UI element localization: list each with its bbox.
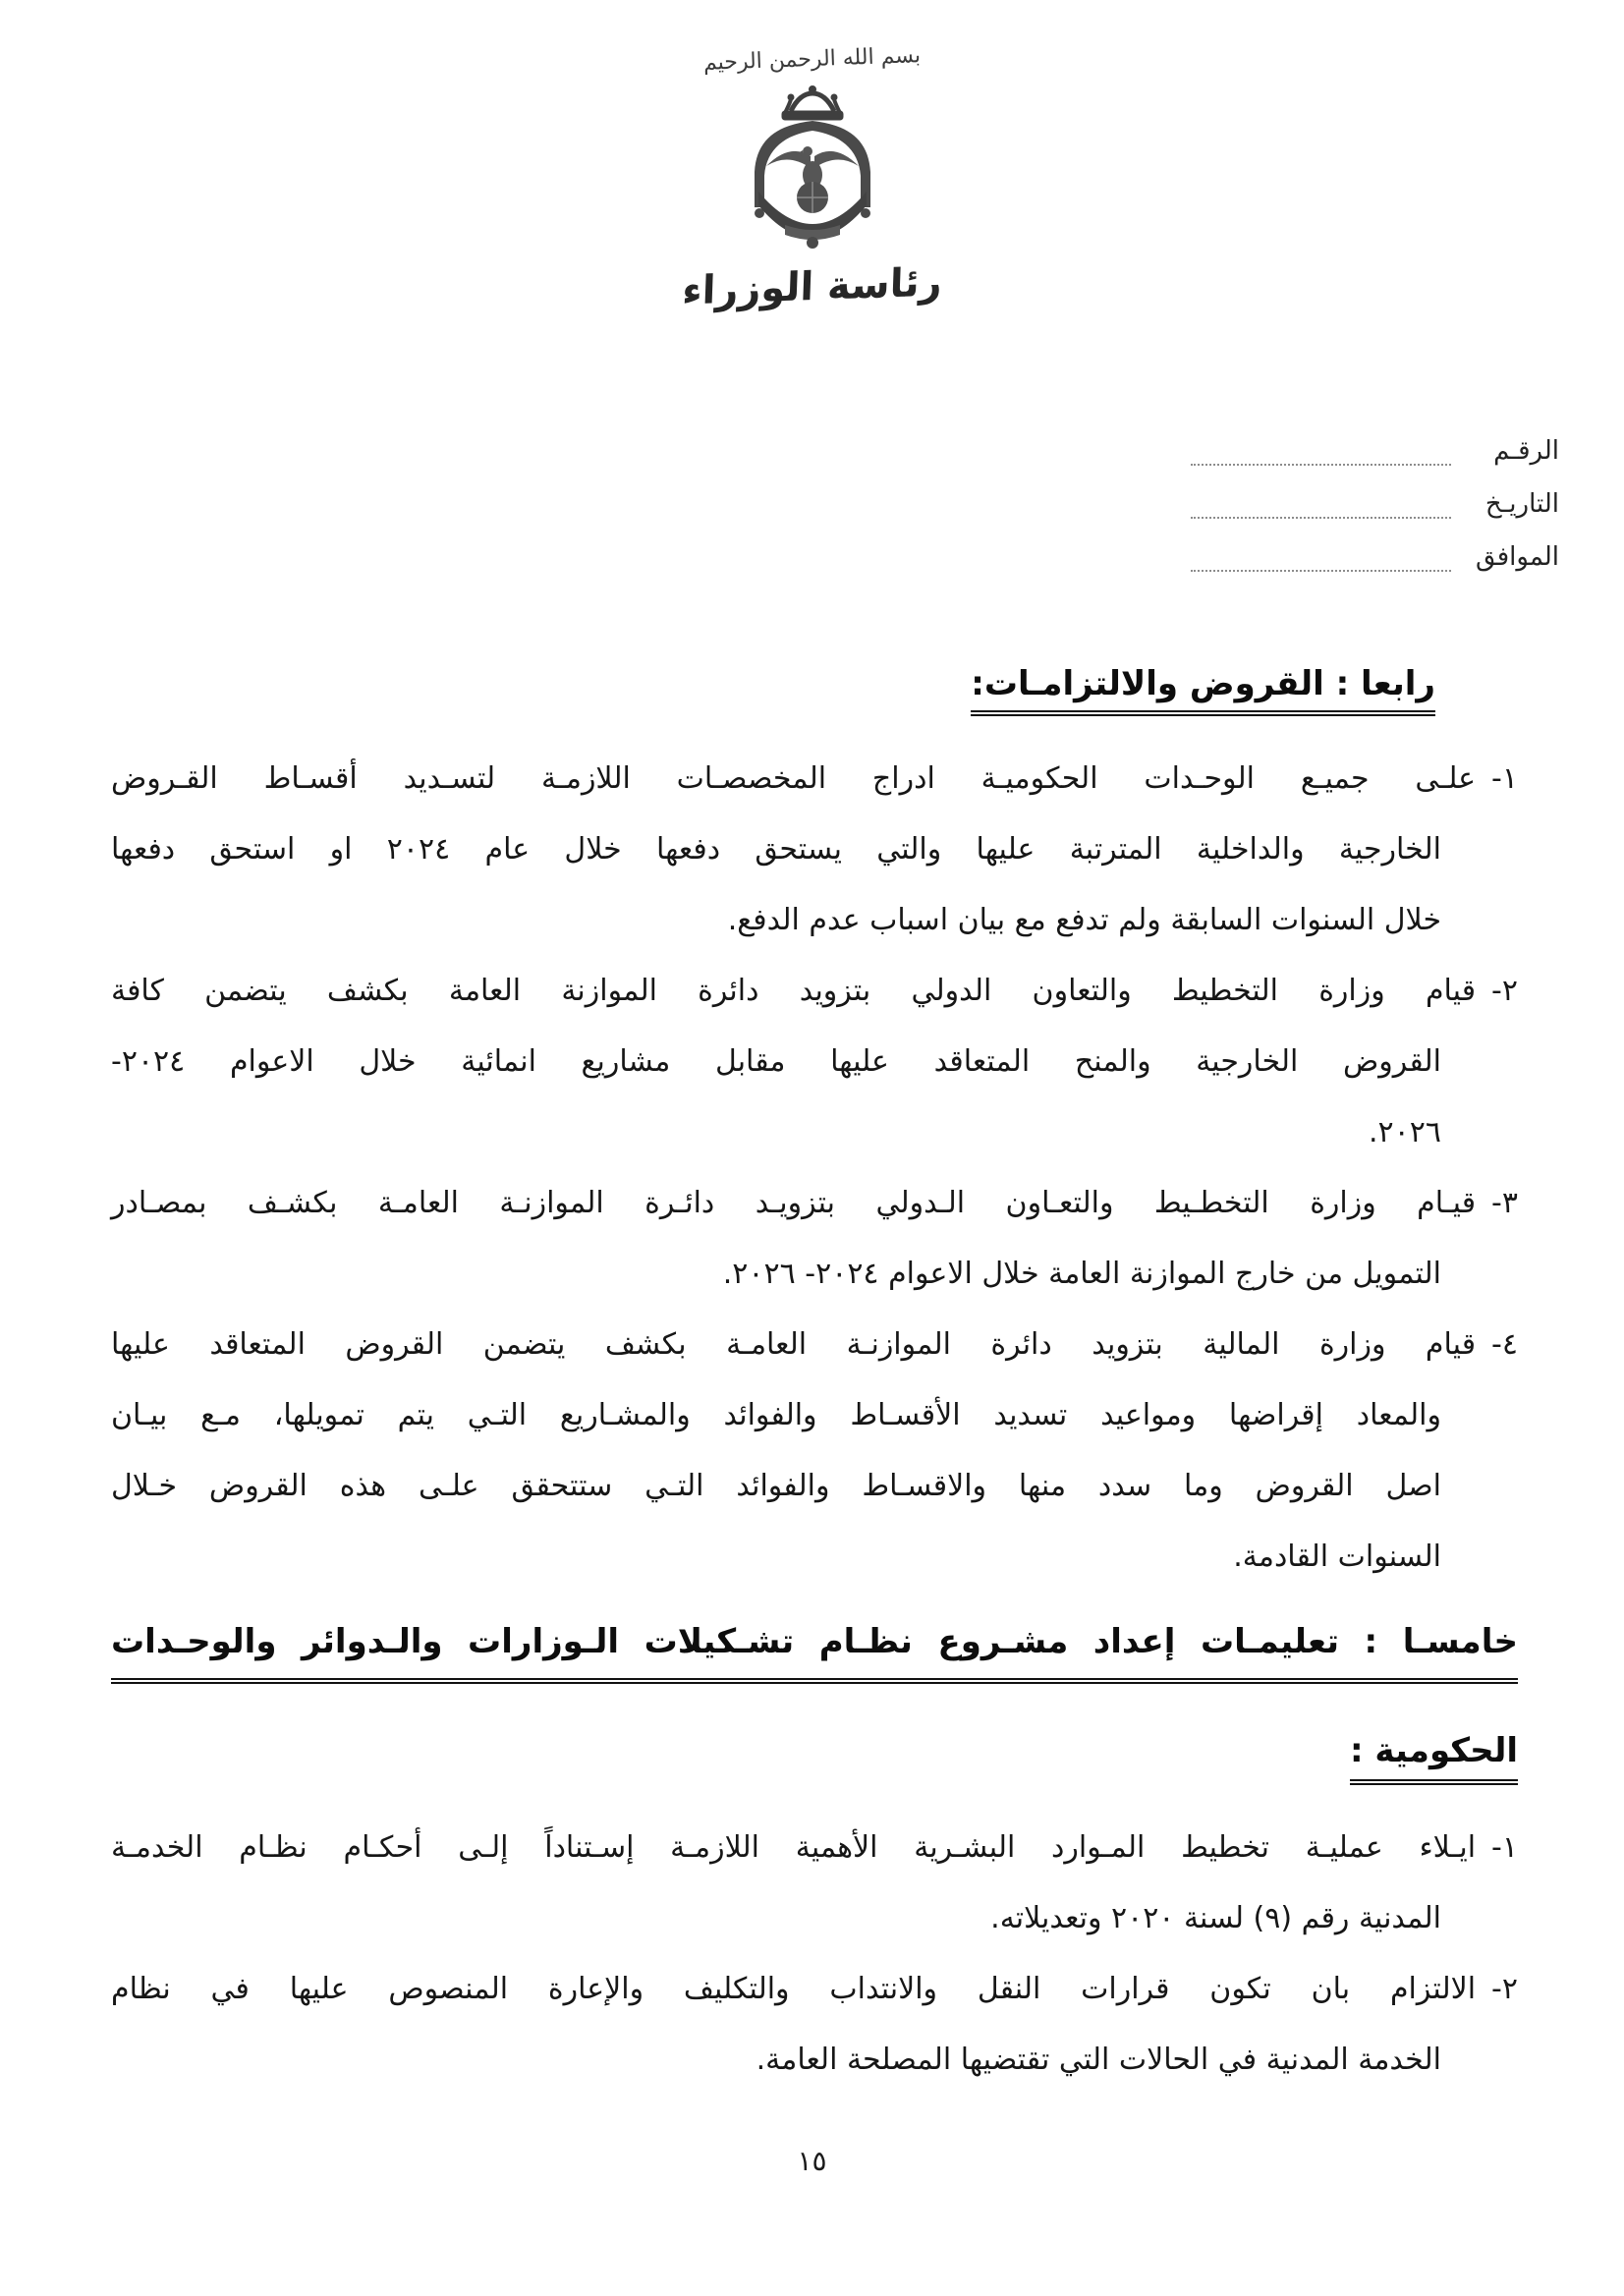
document-body <box>111 664 1518 2096</box>
item-number: ٣- <box>1491 1186 1518 1220</box>
item-line <box>111 1310 1518 1380</box>
item-line <box>111 1168 1518 1239</box>
letterhead <box>0 43 1624 314</box>
item-text: ايـلاء عمليـة تخطيط المـوارد البشـرية الأهمية اللازمـة إسـتناداً إلـى أحكـام نظـام الخدمـة <box>111 1830 1477 1866</box>
list-item <box>111 1168 1518 1310</box>
section-heading-formations-line2: الحكومية : <box>1350 1731 1518 1785</box>
section-heading-formations-line1: خامسـا : تعليمـات إعداد مشـروع نظـام تشـكيلات الـوزارات والـدوائر والوحـدات <box>111 1614 1518 1684</box>
list-item <box>111 1954 1518 2096</box>
ref-row-number <box>1191 413 1559 466</box>
reference-fields <box>1191 413 1559 572</box>
date-field-dotted-line <box>1191 499 1451 519</box>
royal-crest-icon <box>739 82 886 251</box>
item-text: علـى جميـع الوحـدات الحكوميـة ادراج المخصصـات اللازمـة لتسـديد أقسـاط القـروض <box>111 761 1477 796</box>
item-line <box>111 1813 1518 1883</box>
item-line: القروض الخارجية والمنح المتعاقد عليها مقابل مشاريع انمائية خلال الاعوام ٢٠٢٤- <box>111 1044 1441 1079</box>
item-number: ١- <box>1491 1830 1518 1866</box>
item-line: الخدمة المدنية في الحالات التي تقتضيها المصلحة العامة. <box>756 2043 1441 2078</box>
list-item <box>111 956 1518 1168</box>
section-heading-loans-obligations: رابعا : القروض والالتزامـات: <box>971 664 1435 716</box>
ref-row-date <box>1191 466 1559 519</box>
item-text: قيام وزارة المالية بتزويد دائرة الموازنـة العامـة بكشف يتضمن القروض المتعاقد عليها <box>111 1327 1477 1362</box>
agreed-field-dotted-line <box>1191 552 1451 572</box>
item-text: قيـام وزارة التخطـيط والتعـاون الـدولي بتزويـد دائـرة الموازنـة العامـة بكشـف بمصـادر <box>111 1186 1477 1220</box>
list-item <box>111 1813 1518 1954</box>
agreed-field-label: الموافق <box>1476 542 1559 572</box>
item-number: ٢- <box>1491 974 1518 1008</box>
bismillah-calligraphy: بسم الله الرحمن الرحيم <box>702 43 922 76</box>
number-field-label: الرقـم <box>1493 436 1559 466</box>
item-line: السنوات القادمة. <box>1233 1540 1441 1574</box>
item-line: اصل القروض وما سدد منها والاقسـاط والفوائد التـي ستتحقق علـى هذه القروض خـلال <box>111 1469 1441 1503</box>
item-line <box>111 744 1518 814</box>
item-line: خلال السنوات السابقة ولم تدفع مع بيان اسباب عدم الدفع. <box>727 903 1441 937</box>
item-text: الالتزام بان تكون قرارات النقل والانتداب والتكليف والإعارة المنصوص عليها في نظام <box>111 1972 1477 2007</box>
item-line: المدنية رقم (٩) لسنة ٢٠٢٠ وتعديلاته. <box>990 1901 1441 1936</box>
item-line: ٢٠٢٦. <box>1369 1115 1441 1149</box>
prime-ministry-title: رئاسة الوزراء <box>681 259 943 314</box>
item-text: قيام وزارة التخطيط والتعاون الدولي بتزويد دائرة الموازنة العامة بكشف يتضمن كافة <box>111 974 1477 1008</box>
item-line: التمويل من خارج الموازنة العامة خلال الاعوام ٢٠٢٤- ٢٠٢٦. <box>722 1257 1441 1291</box>
number-field-dotted-line <box>1191 446 1451 466</box>
item-line <box>111 1954 1518 2025</box>
page-number: ١٥ <box>797 2145 827 2177</box>
item-number: ٤- <box>1491 1327 1518 1362</box>
list-item <box>111 744 1518 956</box>
item-line: والمعاد إقراضها ومواعيد تسديد الأقسـاط والفوائد والمشـاريع التـي يتم تمويلها، مـع بيـان <box>111 1398 1441 1432</box>
list-item <box>111 1310 1518 1593</box>
item-line: الخارجية والداخلية المترتبة عليها والتي يستحق دفعها خلال عام ٢٠٢٤ او استحق دفعها <box>111 832 1442 867</box>
item-line <box>111 956 1518 1027</box>
date-field-label: التاريـخ <box>1484 489 1559 519</box>
ref-row-agreed <box>1191 519 1559 572</box>
item-number: ٢- <box>1491 1972 1518 2007</box>
item-number: ١- <box>1491 761 1518 796</box>
